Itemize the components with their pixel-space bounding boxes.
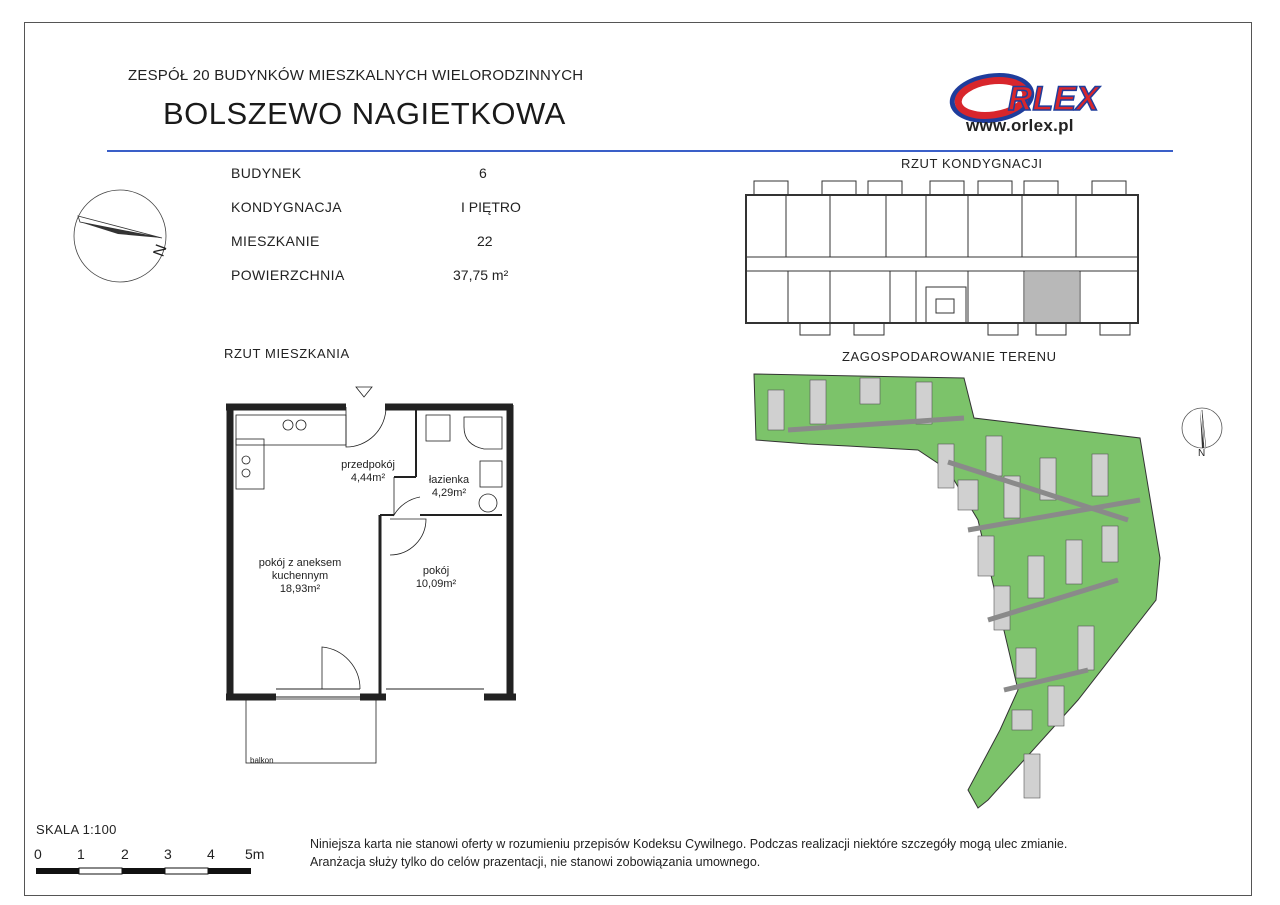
disclaimer-line2: Aranżacja służy tylko do celów prazentacji, nie stanowi zobowiązania umownego. bbox=[310, 855, 761, 869]
highlighted-apartment bbox=[1025, 272, 1079, 322]
room-bedroom-name: pokój bbox=[422, 565, 450, 577]
info-value-budynek: 6 bbox=[479, 165, 487, 181]
site-plan-drawing bbox=[748, 370, 1168, 810]
room-bathroom bbox=[414, 474, 484, 500]
disclaimer bbox=[310, 835, 1067, 871]
room-balcony-label: balkon bbox=[250, 756, 274, 765]
header-divider bbox=[107, 150, 1173, 152]
room-bathroom-area: 4,29m² bbox=[431, 487, 467, 499]
floor-plan-label: RZUT KONDYGNACJI bbox=[901, 156, 1043, 171]
disclaimer-line1: Niniejsza karta nie stanowi oferty w rozumieniu przepisów Kodeksu Cywilnego. Podczas realizacji niektóre szczegóły mogą ulec zmianie. bbox=[310, 837, 1068, 851]
info-label-mieszkanie: MIESZKANIE bbox=[231, 233, 320, 249]
room-bedroom bbox=[400, 565, 472, 591]
compass-north-letter: N bbox=[150, 242, 171, 259]
site-compass-letter: N bbox=[1198, 448, 1206, 459]
project-title: BOLSZEWO NAGIETKOWA bbox=[163, 96, 566, 131]
room-living-name1: pokój z aneksem bbox=[258, 557, 342, 569]
info-value-kondygnacja: I PIĘTRO bbox=[461, 199, 521, 215]
floor-plan-drawing bbox=[740, 175, 1145, 340]
room-living-area: 18,93m² bbox=[279, 583, 321, 595]
scale-tick-0: 0 bbox=[34, 846, 42, 862]
scale-tick-2: 2 bbox=[121, 846, 129, 862]
compass-rose-icon bbox=[68, 186, 178, 286]
scale-tick-5m: 5m bbox=[245, 846, 265, 862]
info-label-powierzchnia: POWIERZCHNIA bbox=[231, 267, 345, 283]
room-hall bbox=[320, 459, 416, 485]
room-hall-area: 4,44m² bbox=[350, 472, 386, 484]
scale-tick-3: 3 bbox=[164, 846, 172, 862]
info-value-mieszkanie: 22 bbox=[477, 233, 493, 249]
site-compass-icon bbox=[1180, 404, 1224, 462]
project-subtitle: ZESPÓŁ 20 BUDYNKÓW MIESZKALNYCH WIELORODZINNYCH bbox=[128, 67, 584, 84]
info-label-budynek: BUDYNEK bbox=[231, 165, 302, 181]
scale-bar bbox=[36, 866, 266, 878]
apartment-plan-label: RZUT MIESZKANIA bbox=[224, 346, 350, 361]
scale-tick-1: 1 bbox=[77, 846, 85, 862]
room-living bbox=[252, 557, 348, 596]
info-value-powierzchnia: 37,75 m² bbox=[453, 267, 509, 283]
scale-label: SKALA 1:100 bbox=[36, 822, 117, 837]
scale-tick-4: 4 bbox=[207, 846, 215, 862]
site-plan-label: ZAGOSPODAROWANIE TERENU bbox=[842, 349, 1057, 364]
room-bedroom-area: 10,09m² bbox=[415, 578, 457, 590]
website-url: www.orlex.pl bbox=[966, 116, 1074, 135]
room-bathroom-name: łazienka bbox=[428, 474, 470, 486]
room-hall-name: przedpokój bbox=[341, 459, 395, 471]
room-living-name2: kuchennym bbox=[271, 570, 329, 582]
info-label-kondygnacja: KONDYGNACJA bbox=[231, 199, 342, 215]
svg-text:RLEX: RLEX bbox=[1008, 80, 1099, 118]
